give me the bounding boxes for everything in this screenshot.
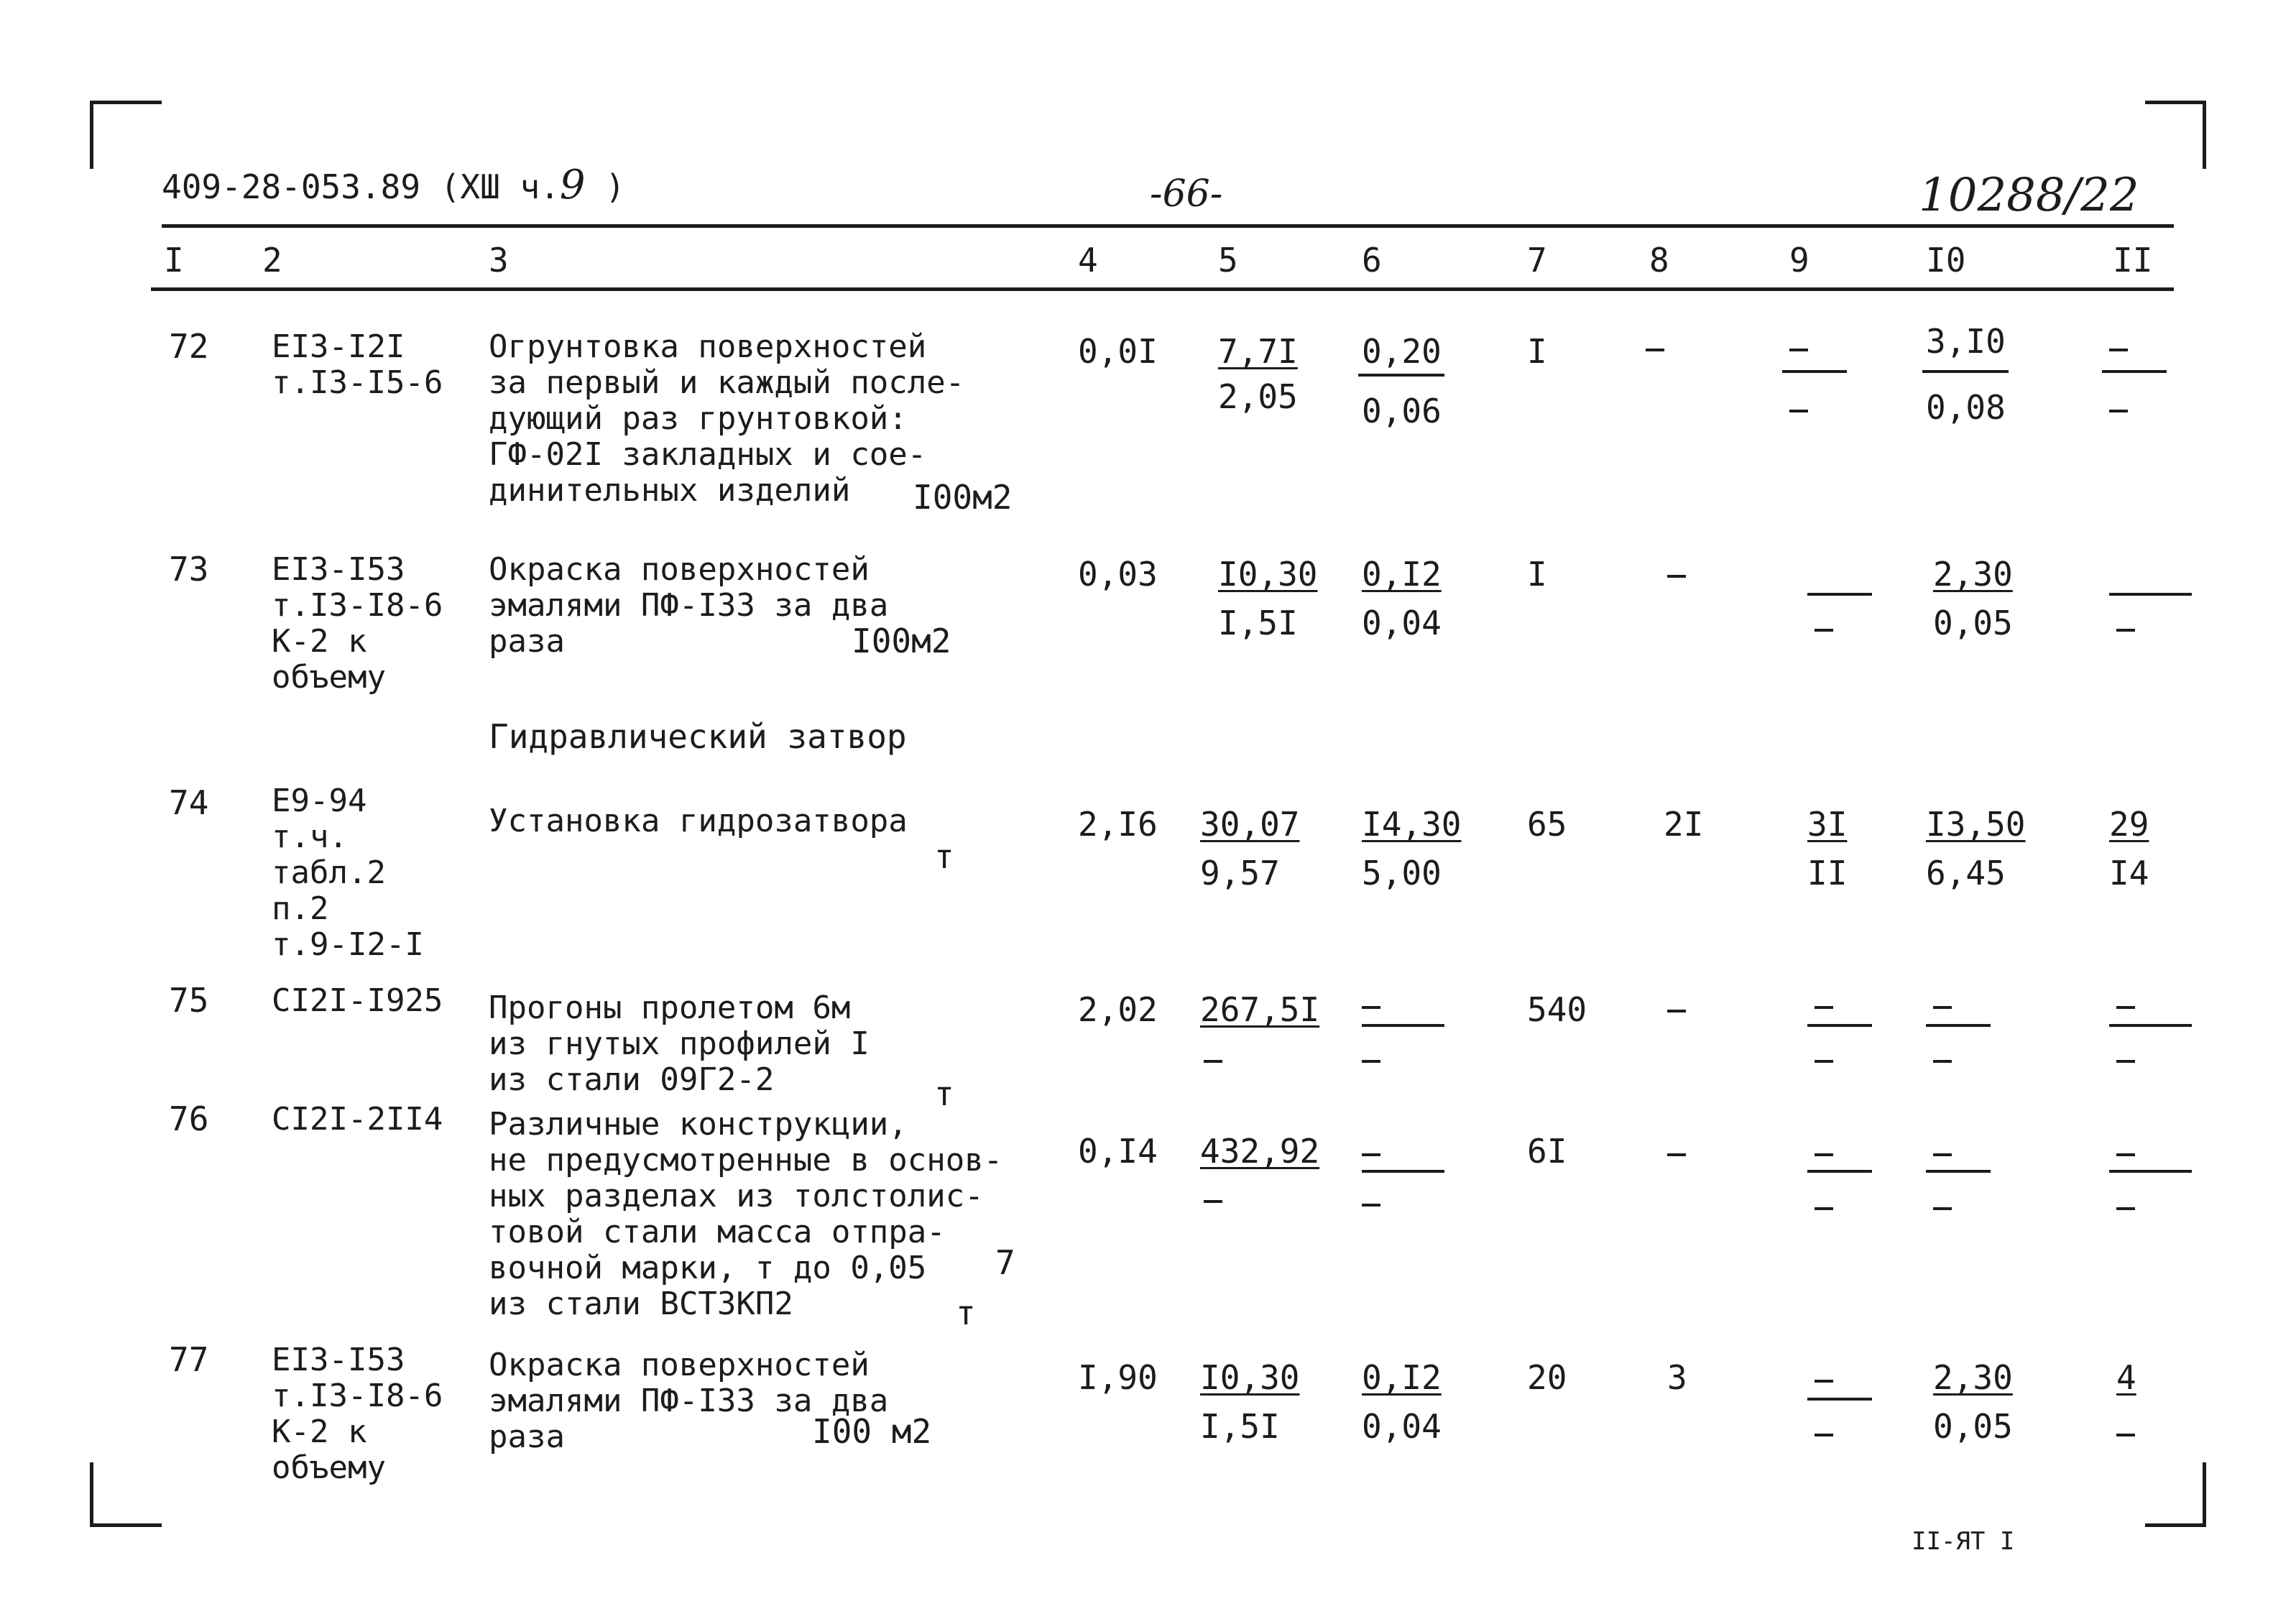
- document-code: 409-28-053.89 (XШ ч.9 ): [162, 162, 625, 208]
- row-unit: I00м2: [852, 622, 951, 660]
- row-description: Установка гидрозатвора: [489, 803, 908, 839]
- col10-dash: [1933, 1153, 1952, 1156]
- header-rule-top: [162, 224, 2174, 228]
- col9-dash: [1815, 1153, 1833, 1156]
- col9-fraction-bar: [1782, 370, 1847, 373]
- col11-bottom: I4: [2109, 854, 2149, 892]
- column-number: II: [2113, 241, 2153, 280]
- row-quantity: 0,0I: [1078, 332, 1158, 371]
- col11-fraction-bar: [2102, 370, 2167, 373]
- footer-stamp: II-ЯТ I: [1912, 1527, 2015, 1556]
- row-quantity: I,90: [1078, 1358, 1158, 1397]
- col9-dash: [1815, 1060, 1833, 1063]
- col6-top: I4,30: [1362, 805, 1462, 844]
- col6-top: 0,I2: [1362, 555, 1442, 594]
- row-description: Различные конструкции, не предусмотренные в основ- ных разделах из толстолис- товой стали масса отпра- вочной марки, т до 0,05 из стали ВСТЗКП2: [489, 1106, 1003, 1322]
- column-number: 7: [1527, 241, 1547, 280]
- col11-dash: [2109, 349, 2128, 351]
- row-number: 76: [169, 1099, 209, 1138]
- col8-dash: [1667, 1010, 1686, 1013]
- col7: 540: [1527, 990, 1587, 1029]
- col11-top: 4: [2116, 1358, 2136, 1397]
- col6-dash: [1362, 1153, 1380, 1156]
- row-number: 72: [169, 327, 209, 366]
- col10-bottom: 0,08: [1926, 388, 2006, 427]
- row-description: Прогоны пролетом 6м из гнутых профилей I из стали 09Г2-2: [489, 990, 870, 1098]
- col5-bottom: I,5I: [1200, 1407, 1280, 1446]
- col9-fraction-bar: [1807, 1398, 1872, 1401]
- col10-bottom: 0,05: [1933, 604, 2013, 642]
- col10-bottom: 6,45: [1926, 854, 2006, 892]
- header-rule-bottom: [151, 287, 2174, 291]
- page-number: -66-: [1150, 172, 1223, 216]
- col8-dash: [1667, 1153, 1686, 1156]
- col5-bottom: I,5I: [1218, 604, 1298, 642]
- col9-dash: [1815, 1434, 1833, 1436]
- col11-fraction-bar: [2109, 593, 2192, 596]
- col11-fraction-bar: [2109, 1170, 2192, 1173]
- col9-dash: [1815, 1006, 1833, 1009]
- row-number: 77: [169, 1340, 209, 1379]
- col9-bottom: II: [1807, 854, 1848, 892]
- col11-dash: [2116, 629, 2135, 632]
- col7: 65: [1527, 805, 1567, 844]
- col11-fraction-bar: [2109, 1024, 2192, 1027]
- row-unit: т: [934, 837, 954, 876]
- col5-top: 432,92: [1200, 1132, 1320, 1171]
- col10-top: 3,I0: [1926, 322, 2006, 361]
- col7: 6I: [1527, 1132, 1567, 1171]
- row-quantity: 0,I4: [1078, 1132, 1158, 1171]
- row-code: EI3-I2I т.I3-I5-6: [272, 328, 443, 401]
- row-unit: т: [934, 1074, 954, 1113]
- col11-top: 29: [2109, 805, 2149, 844]
- col10-dash: [1933, 1006, 1952, 1009]
- col5-top: I0,30: [1200, 1358, 1300, 1397]
- sheet-code: 10288/22: [1919, 169, 2139, 222]
- col5-dash: [1204, 1200, 1222, 1203]
- corner-mark-bottom-right: [2145, 1462, 2206, 1527]
- col9-top: 3I: [1807, 805, 1848, 844]
- col9-fraction-bar: [1807, 1170, 1872, 1173]
- col9-dash: [1789, 349, 1808, 351]
- col10-fraction-bar: [1926, 1170, 1991, 1173]
- row-quantity: 2,02: [1078, 990, 1158, 1029]
- col11-dash: [2116, 1060, 2135, 1063]
- row-code: CI2I-I925: [272, 982, 443, 1019]
- column-number: 2: [262, 241, 282, 280]
- row-code: CI2I-2II4: [272, 1101, 443, 1138]
- corner-mark-bottom-left: [90, 1462, 162, 1527]
- col6-bottom: 0,06: [1362, 392, 1442, 430]
- col8-dash: [1667, 575, 1686, 578]
- col10-fraction-bar: [1922, 370, 2009, 373]
- col8-dash: [1646, 349, 1664, 351]
- col7: I: [1527, 332, 1547, 371]
- col10-bottom: 0,05: [1933, 1407, 2013, 1446]
- row-number: 73: [169, 550, 209, 589]
- col11-dash: [2116, 1207, 2135, 1210]
- row-mark: 7: [995, 1243, 1015, 1282]
- col8: 2I: [1664, 805, 1704, 844]
- column-number: 3: [489, 241, 509, 280]
- col7: 20: [1527, 1358, 1567, 1397]
- row-unit: т: [956, 1293, 976, 1332]
- col11-dash: [2116, 1153, 2135, 1156]
- column-number: 5: [1218, 241, 1238, 280]
- col5-dash: [1204, 1060, 1222, 1063]
- column-number: 6: [1362, 241, 1382, 280]
- col6-top: 0,I2: [1362, 1358, 1442, 1397]
- col8: 3: [1667, 1358, 1687, 1397]
- row-number: 75: [169, 981, 209, 1020]
- col9-fraction-bar: [1807, 593, 1872, 596]
- col6-dash: [1362, 1204, 1380, 1207]
- col9-dash: [1815, 1207, 1833, 1210]
- row-code: EI3-I53 т.I3-I8-6 К-2 к объему: [272, 551, 443, 696]
- col10-fraction-bar: [1926, 1024, 1991, 1027]
- col10-dash: [1933, 1207, 1952, 1210]
- col11-dash: [2116, 1006, 2135, 1009]
- col5-bottom: 9,57: [1200, 854, 1280, 892]
- row-description: Окраска поверхностей эмалями ПФ-I33 за два раза: [489, 1347, 889, 1455]
- corner-mark-top-right: [2145, 101, 2206, 169]
- corner-mark-top-left: [90, 101, 162, 169]
- col10-top: 2,30: [1933, 1358, 2013, 1397]
- row-description: Огрунтовка поверхностей за первый и каждый после- дующий раз грунтовкой: ГФ-02I закладных и сое- динительных изделий: [489, 328, 965, 509]
- col6-bottom: 0,04: [1362, 1407, 1442, 1446]
- column-number: I: [164, 241, 184, 280]
- column-number: 4: [1078, 241, 1098, 280]
- row-quantity: 2,I6: [1078, 805, 1158, 844]
- col5-top: 30,07: [1200, 805, 1300, 844]
- col6-dash: [1362, 1006, 1380, 1009]
- row-unit: I00м2: [913, 478, 1013, 517]
- row-description: Окраска поверхностей эмалями ПФ-I33 за два раза: [489, 551, 889, 660]
- col6-top: 0,20: [1362, 332, 1442, 371]
- column-number: I0: [1926, 241, 1966, 280]
- section-heading: Гидравлический затвор: [489, 717, 907, 756]
- col6-fraction-bar: [1358, 374, 1444, 377]
- col11-dash: [2109, 410, 2128, 412]
- col5-bottom: 2,05: [1218, 377, 1298, 416]
- col6-bottom: 5,00: [1362, 854, 1442, 892]
- col10-dash: [1933, 1060, 1952, 1063]
- row-unit: I00 м2: [812, 1412, 932, 1451]
- col5-top: 267,5I: [1200, 990, 1320, 1029]
- row-code: EI3-I53 т.I3-I8-6 К-2 к объему: [272, 1342, 443, 1486]
- col6-dash: [1362, 1060, 1380, 1063]
- col10-top: 2,30: [1933, 555, 2013, 594]
- col9-dash: [1815, 629, 1833, 632]
- row-quantity: 0,03: [1078, 555, 1158, 594]
- col6-fraction-bar: [1362, 1170, 1444, 1173]
- row-code: E9-94 т.ч. табл.2 п.2 т.9-I2-I: [272, 783, 424, 963]
- col11-dash: [2116, 1434, 2135, 1436]
- col9-dash: [1789, 410, 1808, 412]
- col10-top: I3,50: [1926, 805, 2026, 844]
- column-number: 9: [1789, 241, 1809, 280]
- row-number: 74: [169, 783, 209, 822]
- col7: I: [1527, 555, 1547, 594]
- col5-top: I0,30: [1218, 555, 1318, 594]
- col9-fraction-bar: [1807, 1024, 1872, 1027]
- column-number: 8: [1649, 241, 1669, 280]
- col6-fraction-bar: [1362, 1024, 1444, 1027]
- col9-dash: [1815, 1380, 1833, 1383]
- col5-top: 7,7I: [1218, 332, 1298, 371]
- col6-bottom: 0,04: [1362, 604, 1442, 642]
